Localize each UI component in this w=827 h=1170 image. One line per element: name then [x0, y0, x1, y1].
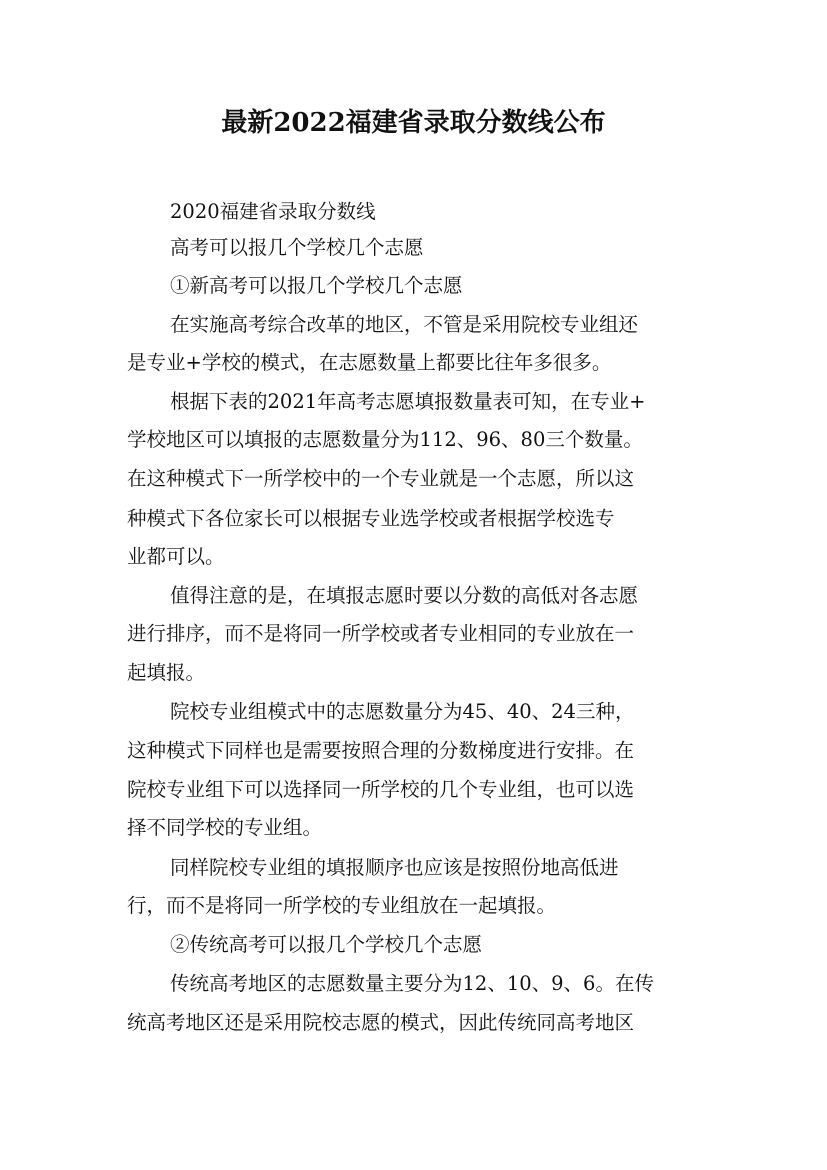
text-line: 这种模式下同样也是需要按照合理的分数梯度进行安排。在: [127, 739, 635, 762]
text-line: 起填报。: [127, 661, 206, 684]
document-title: 最新2022福建省录取分数线公布: [221, 108, 606, 138]
text-line: 在这种模式下一所学校中的一个专业就是一个志愿，所以这: [127, 467, 635, 490]
text-line: 根据下表的2021年高考志愿填报数量表可知，在专业+: [170, 390, 646, 413]
text-line: ①新高考可以报几个学校几个志愿: [170, 274, 463, 297]
text-line: 值得注意的是，在填报志愿时要以分数的高低对各志愿: [170, 584, 639, 607]
text-line: 统高考地区还是采用院校志愿的模式，因此传统同高考地区: [127, 1011, 635, 1034]
text-line: 种模式下各位家长可以根据专业选学校或者根据学校选专: [127, 507, 615, 530]
text-line: ②传统高考可以报几个学校几个志愿: [170, 933, 483, 956]
text-line: 行，而不是将同一所学校的专业组放在一起填报。: [127, 894, 557, 917]
text-line: 2020福建省录取分数线: [170, 200, 376, 223]
text-line: 同样院校专业组的填报顺序也应该是按照份地高低进: [170, 856, 619, 879]
text-line: 择不同学校的专业组。: [127, 816, 323, 839]
text-line: 传统高考地区的志愿数量主要分为12、10、9、6。在传: [170, 972, 654, 995]
text-line: 在实施高考综合改革的地区，不管是采用院校专业组还: [170, 313, 639, 336]
text-line: 业都可以。: [127, 545, 225, 568]
text-line: 学校地区可以填报的志愿数量分为112、96、80三个数量。: [127, 428, 643, 451]
text-line: 进行排序，而不是将同一所学校或者专业相同的专业放在一: [127, 622, 635, 645]
text-line: 院校专业组模式中的志愿数量分为45、40、24三种，: [170, 700, 635, 723]
text-line: 院校专业组下可以选择同一所学校的几个专业组，也可以选: [127, 778, 635, 801]
text-line: 高考可以报几个学校几个志愿: [170, 236, 424, 259]
text-line: 是专业+学校的模式，在志愿数量上都要比往年多很多。: [127, 351, 612, 374]
